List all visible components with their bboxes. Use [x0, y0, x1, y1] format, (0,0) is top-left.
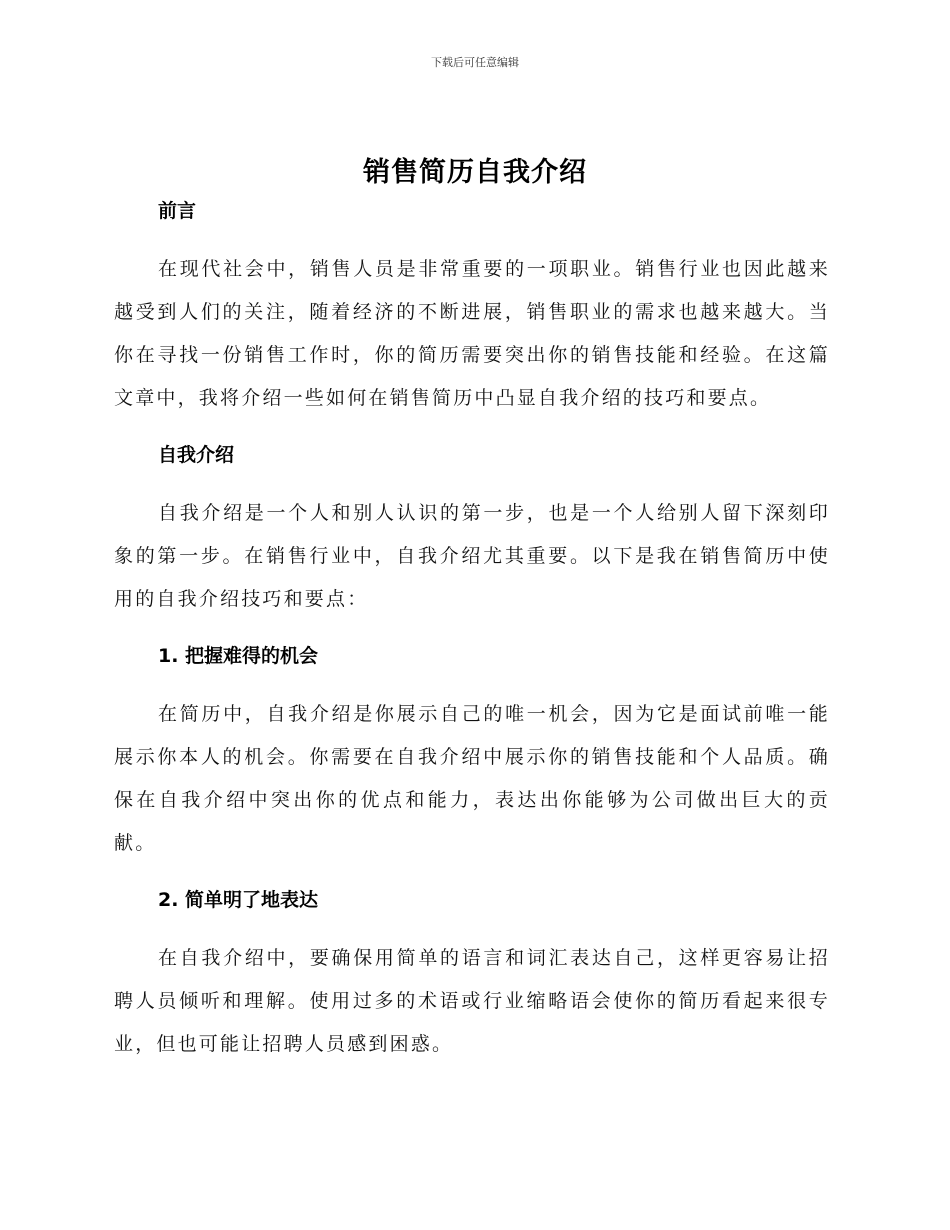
section-paragraph-preface: 在现代社会中，销售人员是非常重要的一项职业。销售行业也因此越来越受到人们的关注，随着经济的不断进展，销售职业的需求也越来越大。当你在寻找一份销售工作时，你的简历需要突出你的销售技能和经验。在这篇文章中，我将介绍一些如何在销售简历中凸显自我介绍的技巧和要点。: [114, 258, 830, 409]
section-paragraph-express-simply: 在自我介绍中，要确保用简单的语言和词汇表达自己，这样更容易让招聘人员倾听和理解。使用过多的术语或行业缩略语会使你的简历看起来很专业，但也可能让招聘人员感到困惑。: [114, 947, 830, 1055]
section-heading-seize-opportunity: 1. 把握难得的机会: [158, 645, 319, 667]
section-heading-self-intro: 自我介绍: [158, 444, 235, 466]
document-title: 销售简历自我介绍: [363, 157, 587, 188]
section-heading-express-simply: 2. 简单明了地表达: [158, 889, 319, 911]
section-heading-preface: 前言: [158, 200, 197, 222]
document-body: [114, 196, 830, 1066]
section-paragraph-seize-opportunity: 在简历中，自我介绍是你展示自己的唯一机会，因为它是面试前唯一能展示你本人的机会。你需要在自我介绍中展示你的销售技能和个人品质。确保在自我介绍中突出你的优点和能力，表达出你能够为公司做出巨大的贡献。: [114, 703, 830, 854]
section-paragraph-self-intro: 自我介绍是一个人和别人认识的第一步，也是一个人给别人留下深刻印象的第一步。在销售行业中，自我介绍尤其重要。以下是我在销售简历中使用的自我介绍技巧和要点：: [114, 502, 830, 610]
page-header-note: 下载后可任意编辑: [431, 56, 519, 69]
